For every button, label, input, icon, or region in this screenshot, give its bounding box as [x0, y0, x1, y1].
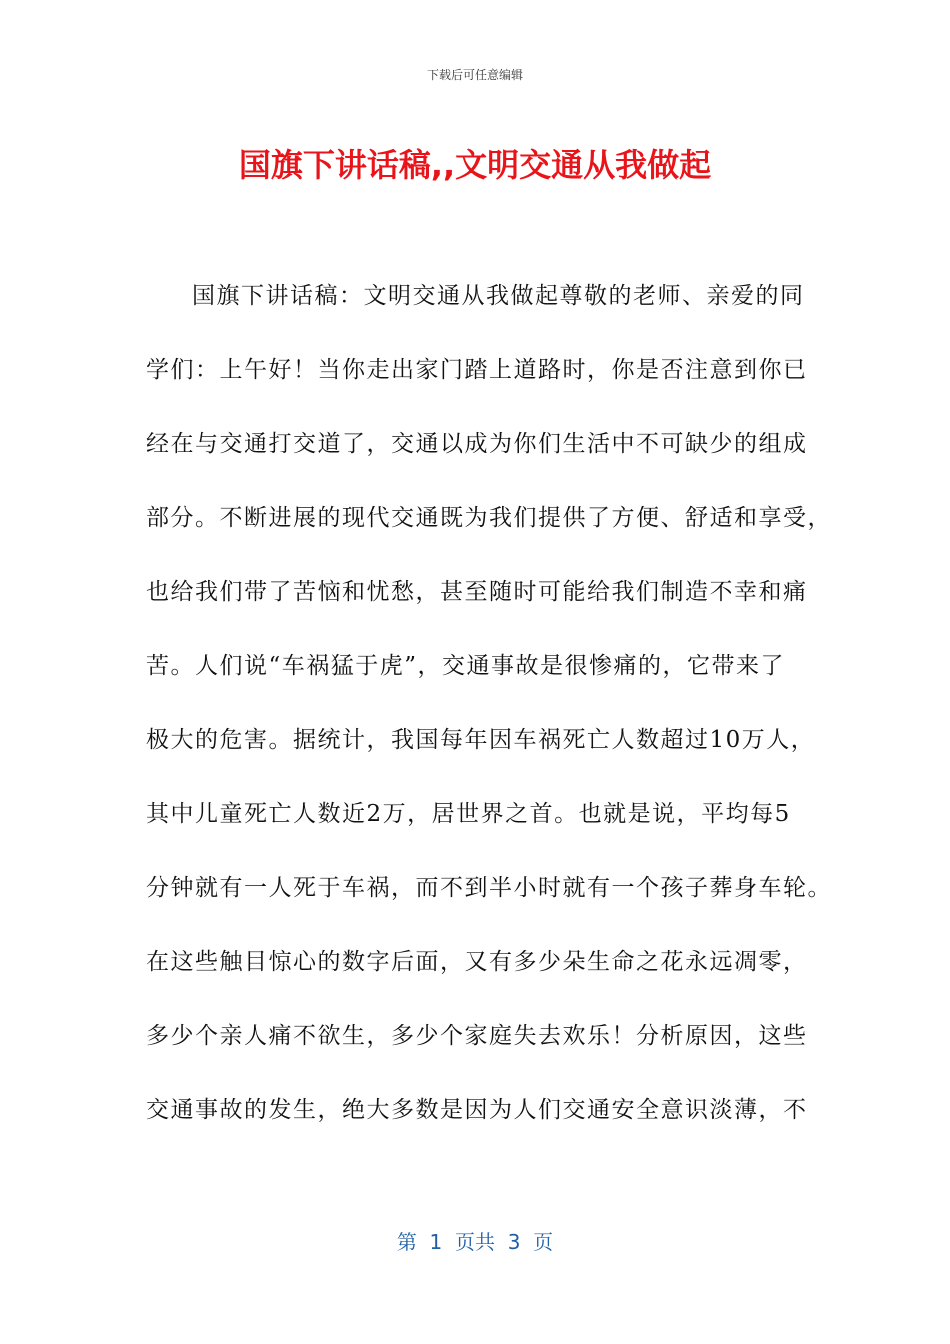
- document-body: [146, 276, 832, 1164]
- body-line: 学们：上午好！当你走出家门踏上道路时，你是否注意到你已: [146, 357, 808, 383]
- body-line: 其中儿童死亡人数近2万，居世界之首。也就是说，平均每5: [146, 801, 791, 827]
- body-line: 在这些触目惊心的数字后面，又有多少朵生命之花永远凋零，: [146, 949, 808, 975]
- document-title: 国旗下讲话稿,,文明交通从我做起: [238, 146, 712, 184]
- body-line: 经在与交通打交道了，交通以成为你们生活中不可缺少的组成: [146, 431, 808, 457]
- header-note: 下载后可任意编辑: [426, 68, 523, 82]
- body-line: 国旗下讲话稿：文明交通从我做起尊敬的老师、亲爱的同: [192, 283, 805, 309]
- body-line: 也给我们带了苦恼和忧愁，甚至随时可能给我们制造不幸和痛: [146, 579, 808, 605]
- body-line: 极大的危害。据统计，我国每年因车祸死亡人数超过10万人，: [146, 727, 816, 753]
- page-number-footer: 第 1 页共 3 页: [396, 1230, 554, 1254]
- body-line: 多少个亲人痛不欲生，多少个家庭失去欢乐！分析原因，这些: [146, 1023, 808, 1049]
- body-line: 苦。人们说“车祸猛于虎”，交通事故是很惨痛的，它带来了: [146, 653, 786, 679]
- body-line: 分钟就有一人死于车祸，而不到半小时就有一个孩子葬身车轮。: [146, 875, 832, 901]
- body-line: 交通事故的发生，绝大多数是因为人们交通安全意识淡薄，不: [146, 1097, 808, 1123]
- body-line: 部分。不断进展的现代交通既为我们提供了方便、舒适和享受，: [146, 505, 832, 531]
